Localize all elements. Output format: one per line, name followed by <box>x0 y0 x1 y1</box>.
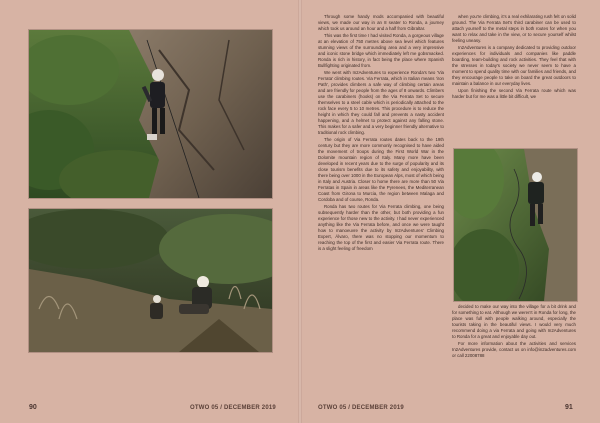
group-climbing-hillside-photo <box>28 208 273 353</box>
right-page <box>300 0 600 423</box>
article-paragraph: This was the first time I had visited Ronda, a gorgeous village at an elevation of 750 metres above sea level which features stunning views of the surrounding area and a very impressive and iconic stone bridge which immediately left me gobsmacked. Ronda is rich in history, in fact being the place where Spanish Bullfighting originated from. <box>318 32 444 68</box>
left-page-number: 90 <box>29 404 37 411</box>
article-paragraph: when you're climbing, it's a real exhilarating rush felt on solid ground. The Via Ferrata Set's third carabiner can be used to attach yourself to the metal steps in both routes for when you want to relax and take in the view, or to secure yourself whilst feeling uneasy. <box>452 14 576 44</box>
article-paragraph: Ronda has two routes for Via Ferrata climbing, one being subsequently harder than the other, but both providing a fun experience for those new to the activity. I had never experienced anything like the Via Ferrata before, and once we were taught how to manoeuvre the activity by In2Adventures' Climbing Expert, Álvaro, there was no stopping our momentum to reaching the top of the first and easier Via Ferrata route. There is a slight feeling of freedom <box>318 203 444 252</box>
article-column-left <box>318 14 444 252</box>
article-column-right <box>452 14 576 100</box>
left-issue-label: OTWO 05 / DECEMBER 2019 <box>190 405 276 411</box>
right-issue-label: OTWO 05 / DECEMBER 2019 <box>318 405 404 411</box>
article-paragraph: In2Adventures is a company dedicated to providing outdoor experiences for individuals and companies like paddle boarding, team-building and rock activities. They feel that with the stresses in today's society we never seem to have a moment to spend quality time with our families and friends, and they encourage people to take on board the great outdoors to maintain a balance in our everyday lives. <box>452 44 576 87</box>
article-paragraph: Upon finishing the second Via Ferrata route which was harder but for me was a little bit difficult, we <box>452 87 576 99</box>
article-paragraph: Through some handy mods accompanied with beautiful views, we made our way in an 8 seater to Ronda, a journey which took us around an hour and a half from Gibraltar. <box>318 14 444 32</box>
right-page-number: 91 <box>565 404 573 411</box>
article-paragraph: For more information about the activities and services In2Adventures provide, contact us on info@in2adventures.com or call 22008788 <box>452 340 576 358</box>
climber-on-green-wall-photo <box>453 148 578 302</box>
article-paragraph: The origin of Via Ferrata routes dates back to the 19th century but they are more commonly recognised to have aided the movement of troops during the First World War in the Dolomite mountain region of Italy. Many more have been developed in recent years due to the surge of popularity and its close tourism benefits due to its safety and enjoyability, with there being over 1000 in the European Alps, most of which being in Italy and Austria. Closer to home there are more than 50 Via Ferratas in Spain in areas like the Pyrenees, the Mediterranean Coast from Girona to Murcia, the region between Malaga and Cordoba and of course, Ronda. <box>318 136 444 203</box>
article-paragraph: We went with In2Adventures to experience Ronda's two 'Via Ferrata' climbing routes. Via Ferrata, which in Italian means 'iron Path', provides climbers a safe way of climbing certain areas and are friendly for people from the ages of 8 onwards. Climbers use the carabiners (hooks) on the Via Ferrata Set to secure themselves to a steel cable which is periodically attached to the rock face every 5 to 10 metres. This procedure is to reduce the height in which they could fall and prevents a nasty accident happening, and a helmet to protect against any falling stone. This makes for a safer and a very beginner friendly alternative to traditional rock climbing. <box>318 69 444 136</box>
climber-on-cliff-photo <box>28 29 273 199</box>
article-column-right-continued <box>452 304 576 359</box>
article-paragraph: decided to make our way into the village for a bit drink and for something to eat. Although we weren't in Ronda for long, the place was full with people walking around, especially the tourists taking in the beautiful views. I would very much recommend doing a via Ferrata and going with In2Adventures to Ronda for a great and enjoyable day out. <box>452 304 576 340</box>
